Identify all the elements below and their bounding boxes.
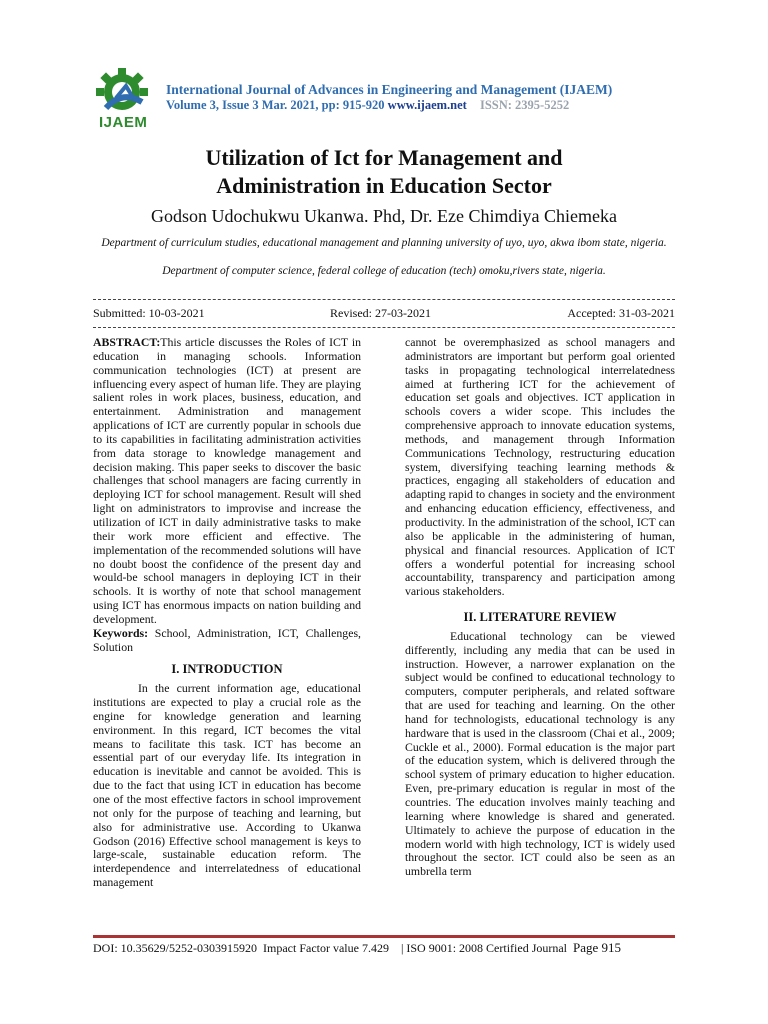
introduction-text: In the current information age, educational institutions are expected to play a crucial role as the engine for knowledge generation and learning environment. In this regard, ICT becomes the vital means to facilitate this task. ICT has become an essential part of our everyday life. Its integration in education is inevitable and cannot be avoided. This is due to the fact that using ICT in education has become one of the most effective factors in school improvement not only for the purpose of teaching and learning, but also for administrative use. According to Ukanwa Godson (2016) Effective school management is keys to large-scale, sustainable education reform. The interdependence and interrelatedness of educational management [93, 681, 361, 890]
literature-review-heading: II. LITERATURE REVIEW [463, 610, 617, 625]
left-column [93, 336, 361, 890]
iso-certification: | ISO 9001: 2008 Certified Journal [400, 941, 568, 955]
keywords [93, 627, 361, 655]
volume-line [166, 98, 569, 113]
title-line-1: Utilization of Ict for Management and [205, 145, 563, 170]
submitted-date: Submitted: 10-03-2021 [93, 306, 205, 320]
page-footer [93, 940, 693, 956]
abstract [93, 336, 361, 627]
divider-top [93, 299, 675, 300]
literature-review-text: Educational technology can be viewed differently, including any media that can be used in instruction. However, a narrower explanation on the subject would be confined to educational technology to computers, computer peripherals, and related software that are used for teaching and learning. On the other hand for technologists, educational technology is any hardware that is used in the classroom (Chai et al., 2009; Cuckle et al., 2000). Formal education is the major part of the education system, which is delivered through the school system of primary education to higher education. Even, pre-primary education is regular in most of the countries. The education involves mainly teaching and learning where knowledge is shared and generated. Ultimately to achieve the purpose of education in the modern world with high technology, ICT is widely used throughout the sector. ICT could also be seen as an umbrella term [405, 628, 675, 879]
right-column [405, 336, 675, 879]
authors: Godson Udochukwu Ukanwa. Phd, Dr. Eze Chimdiya Chiemeka [151, 206, 617, 226]
affiliation-2: Department of computer science, federal college of education (tech) omoku,rivers state, nigeria. [162, 265, 606, 277]
page-number: Page 915 [573, 940, 622, 955]
keywords-text: School, Administration, ICT, Challenges, Solution [93, 625, 361, 654]
paper-title [60, 144, 708, 200]
logo-text: IJAEM [99, 114, 148, 131]
title-line-2: Administration in Education Sector [216, 173, 552, 198]
journal-website-link[interactable]: www.ijaem.net [387, 98, 467, 112]
footer-rule [93, 935, 675, 938]
keywords-label: Keywords: [93, 625, 149, 640]
volume-info: Volume 3, Issue 3 Mar. 2021, pp: 915-920 [166, 98, 385, 112]
journal-name: International Journal of Advances in Engineering and Management (IJAEM) [166, 82, 613, 97]
impact-factor: Impact Factor value 7.429 [263, 941, 389, 955]
abstract-text: This article discusses the Roles of ICT in education in managing schools. Information communication technologies (ICT) at present are influencing every aspect of human life. They are playing salient roles in work places, business, education, and entertainment. Administration and management applications of ICT are currently popular in schools due to its capabilities in facilitating administration activities from data storage to knowledge management and decision making. This paper seeks to discover the basic challenges that school managers are facing currently in deploying ICT for school management. Result will shed light on administrators to improvise and increase the utilization of ICT in daily administrative tasks to make their work more efficient and effective. The implementation of the recommended solutions will have no doubt boost the confidence of the present day and would-be school managers in deploying ICT in their schools. It is worthy of note that school management using ICT has enormous impacts on nation building and development. [93, 335, 361, 626]
issn: ISSN: 2395-5252 [479, 98, 570, 112]
affiliation-1: Department of curriculum studies, educational management and planning university of uyo, uyo, akwa ibom state, nigeria. [101, 237, 667, 249]
doi: DOI: 10.35629/5252-0303915920 [93, 941, 257, 955]
abstract-label: ABSTRACT: [93, 335, 161, 349]
revised-date: Revised: 27-03-2021 [330, 306, 431, 320]
accepted-date: Accepted: 31-03-2021 [567, 306, 675, 320]
divider-bottom [93, 327, 675, 328]
introduction-heading: I. INTRODUCTION [171, 662, 283, 677]
column-2-text: cannot be overemphasized as school managers and administrators are important but perform goal oriented tasks in propagating technological interrelatedness aimed at furthering ICT for the achievement of education set goals and objectives. ICT application in schools covers a wider scope. This includes the comprehensive approach to innovate education systems, methods, and management through Information Communications Technology, restructuring education system, diversifying teaching learning methods & practices, engaging all stakeholders of education and adapting rapid to changes in society and the environment and enhancing education efficiency, effectiveness, and productivity. In the administration of the school, ICT can also be applicable in the administering of human, physical and financial resources. Application of ICT offers a wonderful potential for increasing school accountability, transparency and participation among various stakeholders. [405, 335, 675, 599]
